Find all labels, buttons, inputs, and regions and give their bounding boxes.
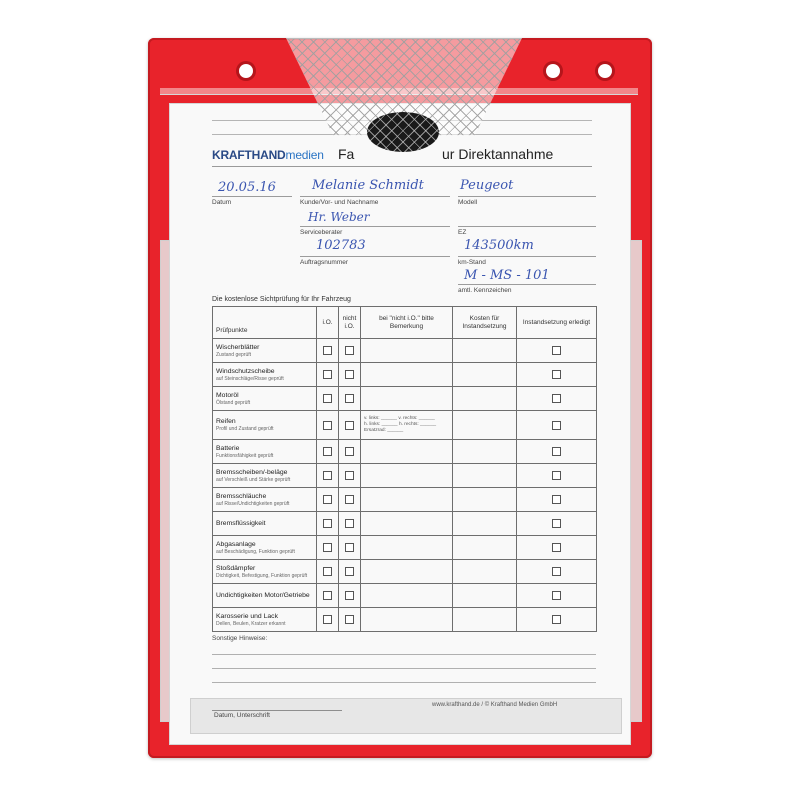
table-row [213, 512, 597, 536]
order-number-value: 102783 [316, 238, 366, 253]
item-sub: auf Verschleiß und Stärke geprüft [216, 476, 291, 483]
table-row [213, 488, 597, 512]
table-row [213, 584, 597, 608]
advisor-line [300, 226, 450, 227]
item-name: Wischerblätter [216, 343, 260, 351]
table-row [213, 363, 597, 387]
mileage-line [458, 256, 596, 257]
item-sub: auf Steinschläge/Risse geprüft [216, 375, 284, 382]
ez-line [458, 226, 596, 227]
item-name: Bremsflüssigkeit [216, 520, 266, 527]
customer-value: Melanie Schmidt [312, 178, 424, 193]
checkbox-done[interactable] [552, 591, 561, 600]
mileage-label: km-Stand [458, 259, 486, 266]
header-remark: bei "nicht i.O." bitte Bemerkung [361, 307, 453, 339]
item-name: Stoßdämpfer [216, 564, 256, 572]
tyre-front-right-label: v. rechts: [398, 416, 418, 422]
license-plate-value: M - MS - 101 [464, 268, 550, 283]
order-number-line [300, 256, 450, 257]
item-sub: auf Beschädigung, Funktion geprüft [216, 548, 295, 555]
table-row [213, 536, 597, 560]
item-sub: Funktionsfähigkeit geprüft [216, 452, 274, 459]
grip-tab-hole [367, 112, 439, 152]
header-done: Instandsetzung erledigt [517, 307, 597, 339]
checkbox-io[interactable] [323, 346, 332, 355]
checkbox-done[interactable] [552, 447, 561, 456]
header-io: i.O. [317, 307, 339, 339]
table-row [213, 339, 597, 363]
item-name: Motoröl [216, 391, 239, 399]
checkbox-done[interactable] [552, 615, 561, 624]
date-value: 20.05.16 [218, 180, 276, 195]
table-header-row [213, 307, 597, 339]
item-name: Bremsschläuche [216, 492, 267, 500]
checkbox-io[interactable] [323, 591, 332, 600]
item-name: Batterie [216, 444, 240, 452]
tyre-spare-label: Ersatzrad: [364, 427, 386, 433]
note-line [212, 682, 596, 683]
checkbox-not-io[interactable] [345, 346, 354, 355]
date-line [212, 196, 292, 197]
model-line [458, 196, 596, 197]
checkbox-not-io[interactable] [345, 394, 354, 403]
checkbox-io[interactable] [323, 519, 332, 528]
direct-acceptance-form [170, 104, 630, 744]
checkbox-done[interactable] [552, 421, 561, 430]
table-row [213, 608, 597, 632]
inspection-table [212, 306, 597, 632]
checkbox-io[interactable] [323, 447, 332, 456]
model-value: Peugeot [460, 178, 514, 193]
checkbox-not-io[interactable] [345, 495, 354, 504]
table-row [213, 387, 597, 411]
checkbox-io[interactable] [323, 615, 332, 624]
checkbox-done[interactable] [552, 543, 561, 552]
item-sub: Ölstand geprüft [216, 399, 251, 406]
tyre-rear-right-label: h. rechts: [398, 422, 419, 428]
item-name: Reifen [216, 418, 236, 425]
table-row [213, 464, 597, 488]
advisor-label: Serviceberater [300, 229, 343, 236]
table-row [213, 411, 597, 440]
copyright-text: www.krafthand.de / © Krafthand Medien GmbH [432, 702, 558, 708]
hanging-hole-left [239, 64, 253, 78]
hanging-hole-right [598, 64, 612, 78]
checkbox-done[interactable] [552, 567, 561, 576]
note-line [212, 654, 596, 655]
checkbox-io[interactable] [323, 495, 332, 504]
date-label: Datum [212, 199, 232, 206]
checkbox-not-io[interactable] [345, 519, 354, 528]
checkbox-not-io[interactable] [345, 447, 354, 456]
item-name: Windschutzscheibe [216, 367, 275, 375]
checkbox-not-io[interactable] [345, 567, 354, 576]
ez-label: EZ [458, 229, 467, 236]
mileage-value: 143500km [464, 238, 534, 253]
header-not-io: nicht i.O. [339, 307, 361, 339]
header-item: Prüfpunkte [213, 307, 317, 339]
checkbox-done[interactable] [552, 346, 561, 355]
checkbox-io[interactable] [323, 471, 332, 480]
license-plate-line [458, 284, 596, 285]
item-sub: Zustand geprüft [216, 351, 252, 358]
tyre-rear-left-label: h. links: [364, 422, 381, 428]
item-name: Abgasanlage [216, 540, 256, 548]
checkbox-io[interactable] [323, 421, 332, 430]
checkbox-not-io[interactable] [345, 471, 354, 480]
advisor-value: Hr. Weber [308, 210, 370, 224]
checkbox-not-io[interactable] [345, 421, 354, 430]
checkbox-not-io[interactable] [345, 615, 354, 624]
checkbox-io[interactable] [323, 567, 332, 576]
checkbox-io[interactable] [323, 543, 332, 552]
item-name: Karosserie und Lack [216, 612, 278, 620]
item-name: Undichtigkeiten Motor/Getriebe [216, 592, 310, 599]
checkbox-not-io[interactable] [345, 591, 354, 600]
signature-line [212, 710, 342, 711]
hanging-hole-middle [546, 64, 560, 78]
item-sub: Profil und Zustand geprüft [216, 426, 274, 432]
header-cost: Kosten für Instandsetzung [453, 307, 517, 339]
form-title-right: ur Direktannahme [442, 146, 554, 162]
signature-label: Datum, Unterschrift [214, 712, 270, 719]
note-line [212, 668, 596, 669]
tyre-front-left-label: v. links: [364, 416, 380, 422]
table-row [213, 440, 597, 464]
checkbox-done[interactable] [552, 519, 561, 528]
title-rule [212, 166, 592, 167]
checkbox-not-io[interactable] [345, 543, 354, 552]
order-number-label: Auftragsnummer [300, 259, 349, 266]
tyre-remarks: v. links: ______ v. rechts: ______ h. links: ______ h. rechts: ______ Ersatzrad: ______ [361, 411, 453, 440]
checkbox-done[interactable] [552, 370, 561, 379]
checkbox-not-io[interactable] [345, 370, 354, 379]
item-sub: Dellen, Beulen, Kratzer erkannt [216, 620, 286, 627]
checkbox-done[interactable] [552, 394, 561, 403]
krafthand-logo: KRAFTHANDmedien [212, 148, 324, 162]
table-row [213, 560, 597, 584]
form-title-left: Fa [338, 146, 355, 162]
check-section-title: Die kostenlose Sichtprüfung für Ihr Fahrzeug [212, 296, 351, 303]
customer-label: Kunde/Vor- und Nachname [300, 199, 379, 206]
checkbox-io[interactable] [323, 394, 332, 403]
item-name: Bremsscheiben/-beläge [216, 468, 288, 476]
notes-label: Sonstige Hinweise: [212, 635, 268, 642]
item-sub: Dichtigkeit, Befestigung, Funktion geprüft [216, 572, 308, 579]
model-label: Modell [458, 199, 478, 206]
checkbox-io[interactable] [323, 370, 332, 379]
item-sub: auf Risse/Undichtigkeiten geprüft [216, 500, 290, 507]
checkbox-done[interactable] [552, 471, 561, 480]
license-plate-label: amtl. Kennzeichen [458, 287, 512, 294]
checkbox-done[interactable] [552, 495, 561, 504]
customer-line [300, 196, 450, 197]
